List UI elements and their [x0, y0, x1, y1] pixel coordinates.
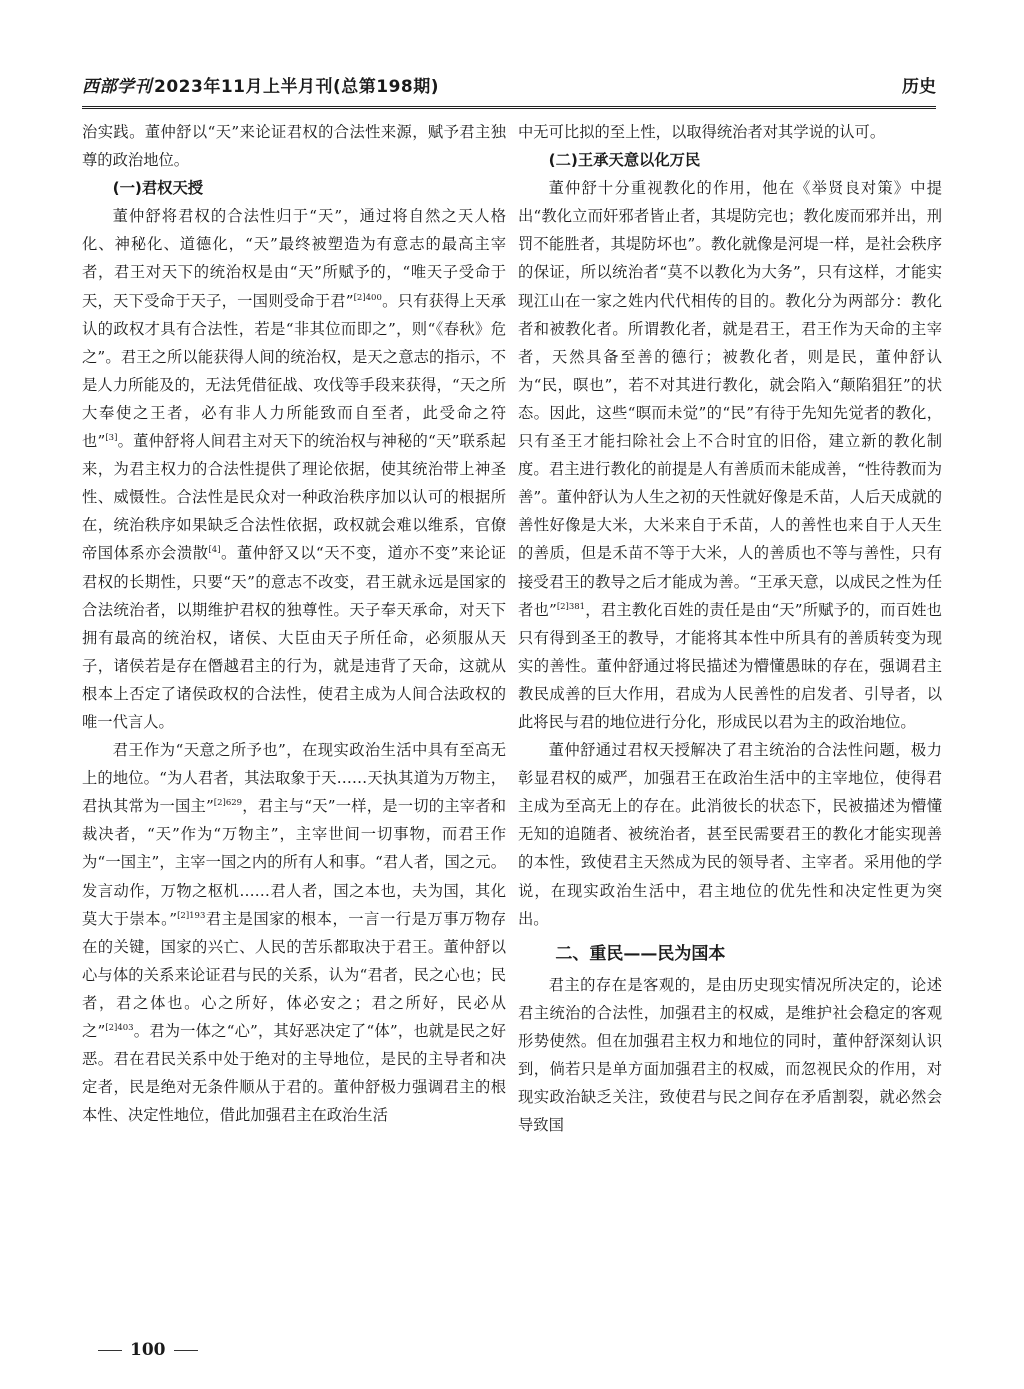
citation: [2]193	[177, 910, 206, 921]
citation: [4]	[208, 545, 221, 556]
subsection-heading: (一)君权天授	[112, 179, 204, 198]
paragraph: 董仲舒将君权的合法性归于“天”，通过将自然之天人格化、神秘化、道德化，“天”最终被塑造为有意志的最高主宰者，君王对天下的统治权是由“天”所赋予的，“唯天子受命于天，天下受命于天子，一国则受命于君”$^{[2]400}$。只有获得上天承认的政权才具有合法性，若是“非其位而即之”，则“《春秋》危之”。君王之所以能获得人间的统治权，是天之意志的指示，不是人力所能及的，无法凭借征战、攻伐等手段来获得，“天之所大奉使之王者，必有非人力所能致而自至者，此受命之符也”[3]。董仲舒将人间君主对天下的统治权与神秘的“天”联系起来，为君主权力的合法性提供了理论依据，使其统治带上神圣性、威慑性。合法性是民众对一种政治秩序加以认可的根据所在，统治秩序如果缺乏合法性依据，政权就会难以维系，官僚帝国体系亦会溃散[4]。董仲舒又以“天不变，道亦不变”来论证君权的长期性，只要“天”的意志不改变，君王就永远是国家的合法统治者，以期维护君权的独尊性。天子奉天承命，对天下拥有最高的统治权，诸侯、大臣由天子所任命，必须服从天子，诸侯若是存在僭越君主的行为，就是违背了天命，这就从根本上否定了诸侯政权的合法性，使君主成为人间合法政权的唯一代言人。	[82, 207, 506, 731]
page-number-dash	[98, 1350, 122, 1351]
citation: [2]381	[556, 601, 586, 612]
issue-info: 2023年11月上半月刊(总第198期)	[154, 77, 439, 97]
page-number: 100	[90, 1340, 206, 1360]
paragraph: 治实践。董仲舒以“天”来论证君权的合法性来源，赋予君主独尊的政治地位。	[82, 123, 506, 170]
section-heading: 二、重民——民为国本	[555, 943, 726, 964]
left-column	[82, 118, 506, 1333]
paragraph: 君王作为“天意之所予也”，在现实政治生活中具有至高无上的地位。“为人君者，其法取象于天……天执其道为万物主，君执其常为一国主”$^{[2]629}$，君主与“天”一样，是一切的主宰者和裁决者，“天”作为“万物主”，主宰世间一切事物，而君王作为“一国主”，主宰一国之内的所有人和事。“君人者，国之元。发言动作，万物之枢机……君人者，国之本也，夫为国，其化莫大于崇本。”$^{[2]193}$君主是国家的根本，一言一行是万事万物存在的关键，国家的兴亡、人民的苦乐都取决于君王。董仲舒以心与体的关系来论证君与民的关系，认为“君者，民之心也；民者，君之体也。心之所好，体必安之；君之所好，民必从之”$^{[2]403}$。君为一体之“心”，其好恶决定了“体”，也就是民之好恶。君在君民关系中处于绝对的主导地位，是民的主导者和决定者，民是绝对无条件顺从于君的。董仲舒极力强调君主的根本性、决定性地位，借此加强君主在政治生活	[82, 741, 506, 1125]
citation: [2]400	[353, 292, 382, 303]
paragraph: 中无可比拟的至上性，以取得统治者对其学说的认可。	[518, 123, 886, 141]
paragraph: 君主的存在是客观的，是由历史现实情况所决定的，论述君主统治的合法性，加强君主的权威，是维护社会稳定的客观形势使然。但在加强君主权力和地位的同时，董仲舒深刻认识到，倘若只是单方面加强君主的权威，而忽视民众的作用，对现实政治缺乏关注，致使君与民之间存在矛盾割裂，就必然会导致国	[518, 975, 942, 1135]
section-name: 历史	[902, 77, 936, 97]
citation: [2]629	[213, 798, 243, 809]
paragraph: 董仲舒通过君权天授解决了君主统治的合法性问题，极力彰显君权的威严，加强君王在政治生活中的主宰地位，使得君主成为至高无上的存在。此消彼长的状态下，民被描述为懵懂无知的追随者、被统治者，甚至民需要君王的教化才能实现善的本性，致使君主天然成为民的领导者、主宰者。采用他的学说，在现实政治生活中，君主地位的优先性和决定性更为突出。	[518, 741, 942, 928]
page-number-dash	[174, 1350, 198, 1351]
journal-title	[82, 72, 439, 97]
subsection-heading: (二)王承天意以化万民	[548, 151, 701, 170]
citation: [2]403	[105, 1022, 134, 1033]
journal-logo: 西部学刊	[82, 77, 152, 97]
paragraph: 董仲舒十分重视教化的作用，他在《举贤良对策》中提出“教化立而奸邪者皆止者，其堤防完也；教化废而邪并出，刑罚不能胜者，其堤防坏也”。教化就像是河堤一样，是社会秩序的保证，所以统治者“莫不以教化为大务”，只有这样，才能实现江山在一家之姓内代代相传的目的。教化分为两部分：教化者和被教化者。所谓教化者，就是君王，君王作为天命的主宰者，天然具备至善的德行；被教化者，则是民，董仲舒认为“民，暝也”，若不对其进行教化，就会陷入“颠陷猖狂”的状态。因此，这些“暝而未觉”的“民”有待于先知先觉者的教化，只有圣王才能扫除社会上不合时宜的旧俗，建立新的教化制度。君主进行教化的前提是人有善质而未能成善，“性待教而为善”。董仲舒认为人生之初的天性就好像是禾苗，人后天成就的善性好像是大米，大米来自于禾苗，人的善性也来自于人天生的善质，但是禾苗不等于大米，人的善质也不等与善性，只有接受君王的教导之后才能成为善。“王承天意，以成民之性为任者也”$^{[2]381}$，君主教化百姓的责任是由“天”所赋予的，而百姓也只有得到圣王的教导，才能将其本性中所具有的善质转变为现实的善性。董仲舒通过将民描述为懵懂愚昧的存在，强调君主教民成善的巨大作用，君成为人民善性的启发者、引导者，以此将民与君的地位进行分化，形成民以君为主的政治地位。	[518, 179, 942, 731]
running-header	[82, 62, 936, 109]
right-column	[518, 118, 942, 1333]
citation: [3]	[105, 432, 118, 443]
